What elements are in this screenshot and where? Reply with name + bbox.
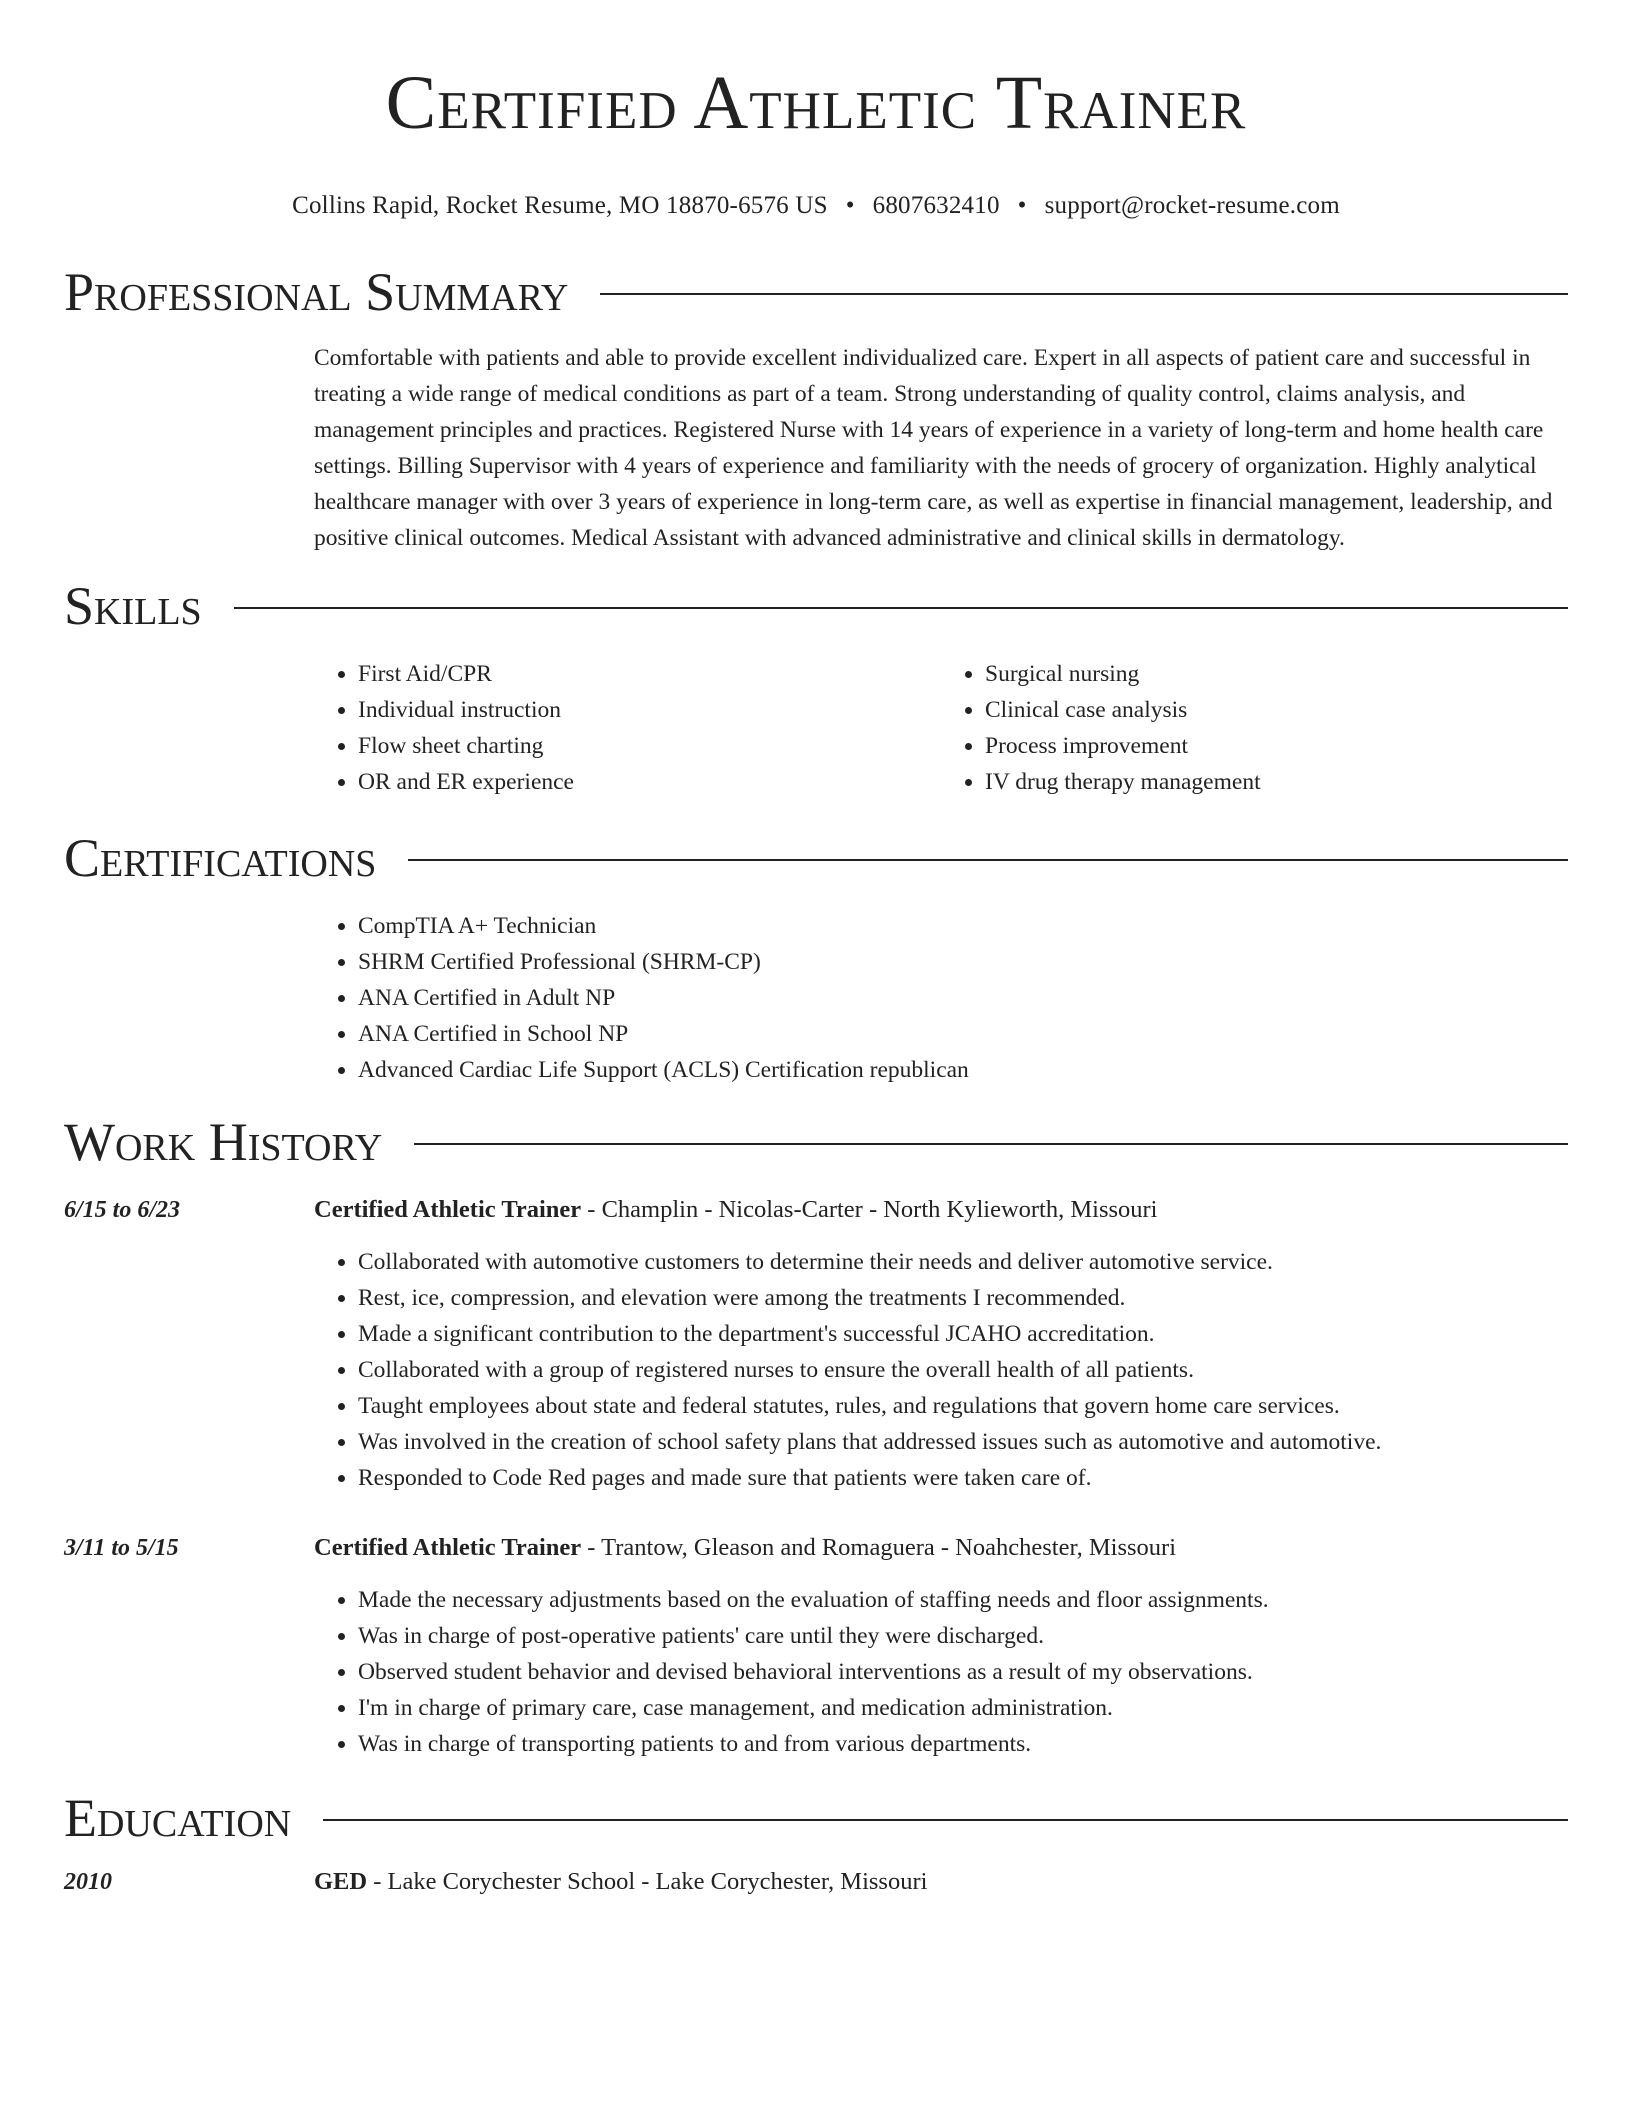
- education-entry: [64, 1864, 1568, 1900]
- certification-item: • ANA Certified in School NP: [358, 1016, 1568, 1052]
- education-section-title: Education: [64, 1788, 292, 1848]
- contact-phone: 6807632410: [872, 192, 1000, 219]
- job-bullet: • Responded to Code Red pages and made sure that patients were taken care of.: [358, 1460, 1568, 1496]
- skill-item: • Flow sheet charting: [358, 728, 941, 764]
- job-role: Certified Athletic Trainer: [314, 1196, 582, 1223]
- education-heading: [314, 1864, 1568, 1900]
- certifications-section-title: Certifications: [64, 828, 377, 888]
- certifications-list: [314, 908, 1568, 1088]
- skills-section-header: [64, 574, 1568, 638]
- contact-address: Collins Rapid, Rocket Resume, MO 18870-6576 US: [292, 192, 828, 219]
- resume-title: Certified Athletic Trainer: [385, 61, 1247, 145]
- job-dates: 6/15 to 6/23: [64, 1197, 181, 1223]
- skills-list-left: [314, 656, 941, 800]
- job-bullet: • Collaborated with a group of registered nurses to ensure the overall health of all patients.: [358, 1352, 1568, 1388]
- job-bullet: • Made the necessary adjustments based on the evaluation of staffing needs and floor assignments.: [358, 1582, 1568, 1618]
- job-heading: [314, 1530, 1568, 1566]
- section-divider: [414, 1143, 1568, 1145]
- section-divider: [600, 293, 1568, 295]
- contact-line: [64, 190, 1568, 222]
- job-dates: 3/11 to 5/15: [64, 1535, 179, 1561]
- summary-section-title: Professional Summary: [64, 262, 569, 322]
- job-bullet: • Made a significant contribution to the department's successful JCAHO accreditation.: [358, 1316, 1568, 1352]
- skills-section-title: Skills: [64, 576, 202, 636]
- section-divider: [323, 1819, 1568, 1821]
- section-divider: [408, 859, 1568, 861]
- job-bullet: • Rest, ice, compression, and elevation were among the treatments I recommended.: [358, 1280, 1568, 1316]
- certification-item: • Advanced Cardiac Life Support (ACLS) Certification republican: [358, 1052, 1568, 1088]
- contact-separator: •: [1017, 192, 1027, 219]
- job-bullets: [314, 1244, 1568, 1496]
- education-degree: GED: [314, 1868, 368, 1895]
- skills-list-right: [941, 656, 1568, 800]
- summary-text: Comfortable with patients and able to provide excellent individualized care. Expert in all aspects of patient care and successful in treating a wide range of medical conditions as part of a team. Strong understanding of quality control, claims analysis, and management principles and practices. Registered Nurse with 14 years of experience in a variety of long-term and home health care settings. Billing Supervisor with 4 years of experience and familiarity with the needs of grocery of organization. Highly analytical healthcare manager with over 3 years of experience in long-term care, as well as expertise in financial management, leadership, and positive clinical outcomes. Medical Assistant with advanced administrative and clinical skills in dermatology.: [314, 345, 1553, 551]
- education-year: 2010: [64, 1869, 112, 1895]
- skill-item: • OR and ER experience: [358, 764, 941, 800]
- job-details: - Champlin - Nicolas-Carter - North Kylieworth, Missouri: [581, 1196, 1158, 1223]
- certifications-section-header: [64, 826, 1568, 890]
- summary-section-header: [64, 260, 1568, 324]
- job-bullet: • Observed student behavior and devised behavioral interventions as a result of my observations.: [358, 1654, 1568, 1690]
- job-bullet: • Collaborated with automotive customers to determine their needs and deliver automotive service.: [358, 1244, 1568, 1280]
- skill-item: • Clinical case analysis: [985, 692, 1568, 728]
- certification-item: • SHRM Certified Professional (SHRM-CP): [358, 944, 1568, 980]
- skill-item: • First Aid/CPR: [358, 656, 941, 692]
- job-bullet: • Was in charge of post-operative patients' care until they were discharged.: [358, 1618, 1568, 1654]
- job-bullet: • Was in charge of transporting patients to and from various departments.: [358, 1726, 1568, 1762]
- skill-item: • Surgical nursing: [985, 656, 1568, 692]
- contact-separator: •: [845, 192, 855, 219]
- education-section-header: [64, 1786, 1568, 1850]
- skills-grid: [314, 656, 1568, 800]
- job-role: Certified Athletic Trainer: [314, 1534, 582, 1561]
- job-entry: [64, 1192, 1568, 1496]
- certification-item: • CompTIA A+ Technician: [358, 908, 1568, 944]
- job-bullets: [314, 1582, 1568, 1762]
- job-bullet: • I'm in charge of primary care, case management, and medication administration.: [358, 1690, 1568, 1726]
- work-section-header: [64, 1110, 1568, 1174]
- education-details: - Lake Corychester School - Lake Corychester, Missouri: [367, 1868, 928, 1895]
- job-heading: [314, 1192, 1568, 1228]
- skill-item: • Individual instruction: [358, 692, 941, 728]
- contact-email: support@rocket-resume.com: [1044, 192, 1340, 219]
- job-entry: [64, 1530, 1568, 1762]
- work-section-title: Work History: [64, 1112, 383, 1172]
- skill-item: • IV drug therapy management: [985, 764, 1568, 800]
- certification-item: • ANA Certified in Adult NP: [358, 980, 1568, 1016]
- job-bullet: • Was involved in the creation of school safety plans that addressed issues such as automotive and automotive.: [358, 1424, 1568, 1460]
- section-divider: [234, 607, 1568, 609]
- job-bullet: • Taught employees about state and federal statutes, rules, and regulations that govern home care services.: [358, 1388, 1568, 1424]
- job-details: - Trantow, Gleason and Romaguera - Noahchester, Missouri: [581, 1534, 1176, 1561]
- skill-item: • Process improvement: [985, 728, 1568, 764]
